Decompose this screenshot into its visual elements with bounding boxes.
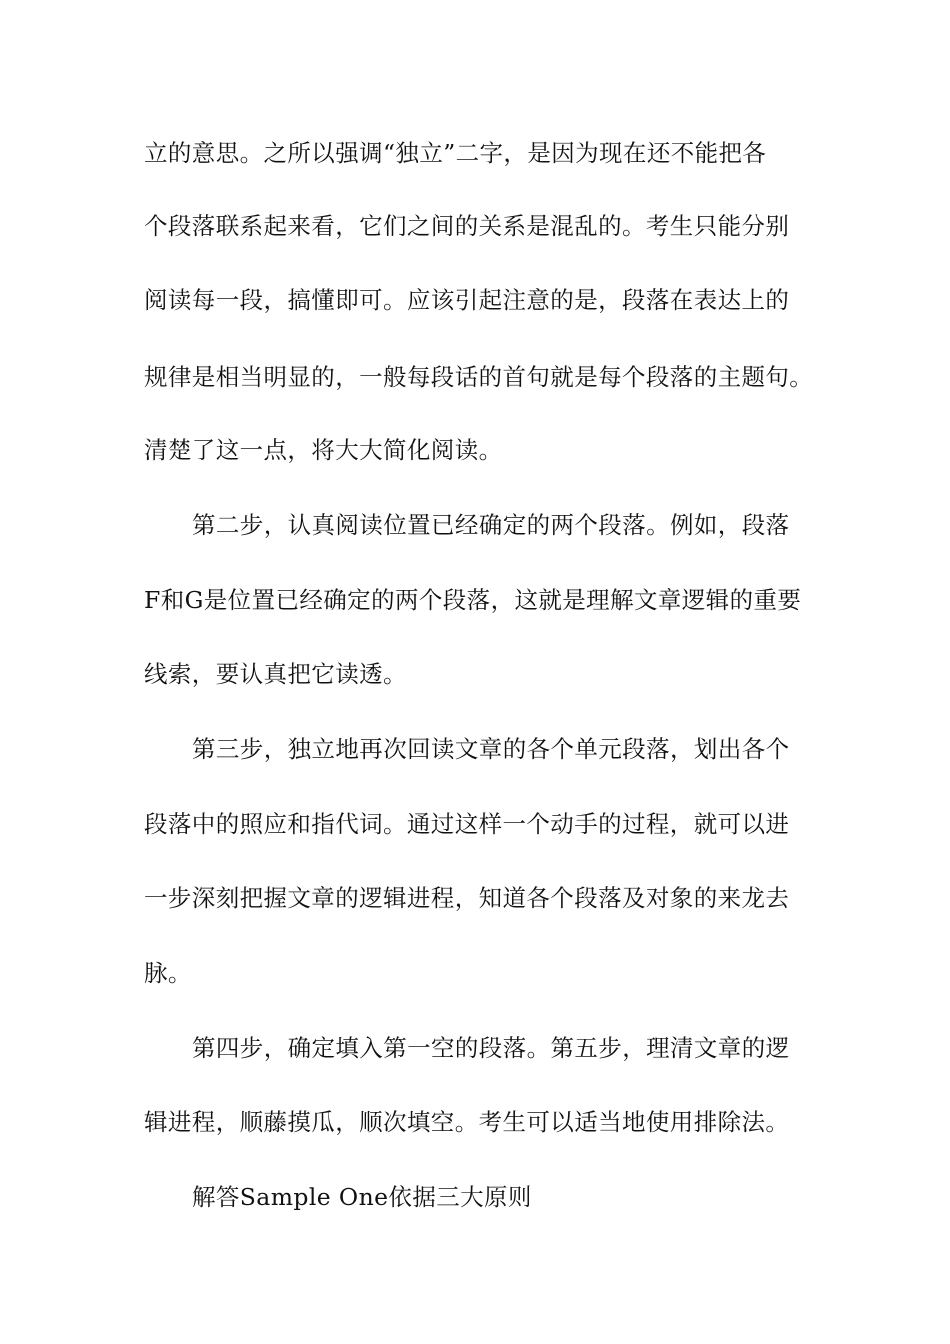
text-line: 一步深刻把握文章的逻辑进程，知道各个段落及对象的来龙去 [144,884,790,912]
paragraph-start-line: 第二步，认真阅读位置已经确定的两个段落。例如，段落 [192,511,790,539]
text-line: 阅读每一段，搞懂即可。应该引起注意的是，段落在表达上的 [144,286,790,314]
text-line: 线索，要认真把它读透。 [144,660,407,688]
paragraph-start-line: 第三步，独立地再次回读文章的各个单元段落，划出各个 [192,735,790,763]
text-line: 清楚了这一点，将大大简化阅读。 [144,436,503,464]
text-line: 段落中的照应和指代词。通过这样一个动手的过程，就可以进 [144,810,790,838]
text-line: 规律是相当明显的，一般每段话的首句就是每个段落的主题句。 [144,363,814,391]
text-line: F和G是位置已经确定的两个段落，这就是理解文章逻辑的重要 [144,586,802,614]
text-line: 脉。 [144,959,192,987]
text-line: 立的意思。之所以强调“独立”二字，是因为现在还不能把各 [144,139,767,167]
text-line: 个段落联系起来看，它们之间的关系是混乱的。考生只能分别 [144,212,790,240]
section-heading-line: 解答Sample One依据三大原则 [192,1183,532,1211]
text-line: 辑进程，顺藤摸瓜，顺次填空。考生可以适当地使用排除法。 [144,1108,790,1136]
paragraph-start-line: 第四步，确定填入第一空的段落。第五步，理清文章的逻 [192,1034,790,1062]
